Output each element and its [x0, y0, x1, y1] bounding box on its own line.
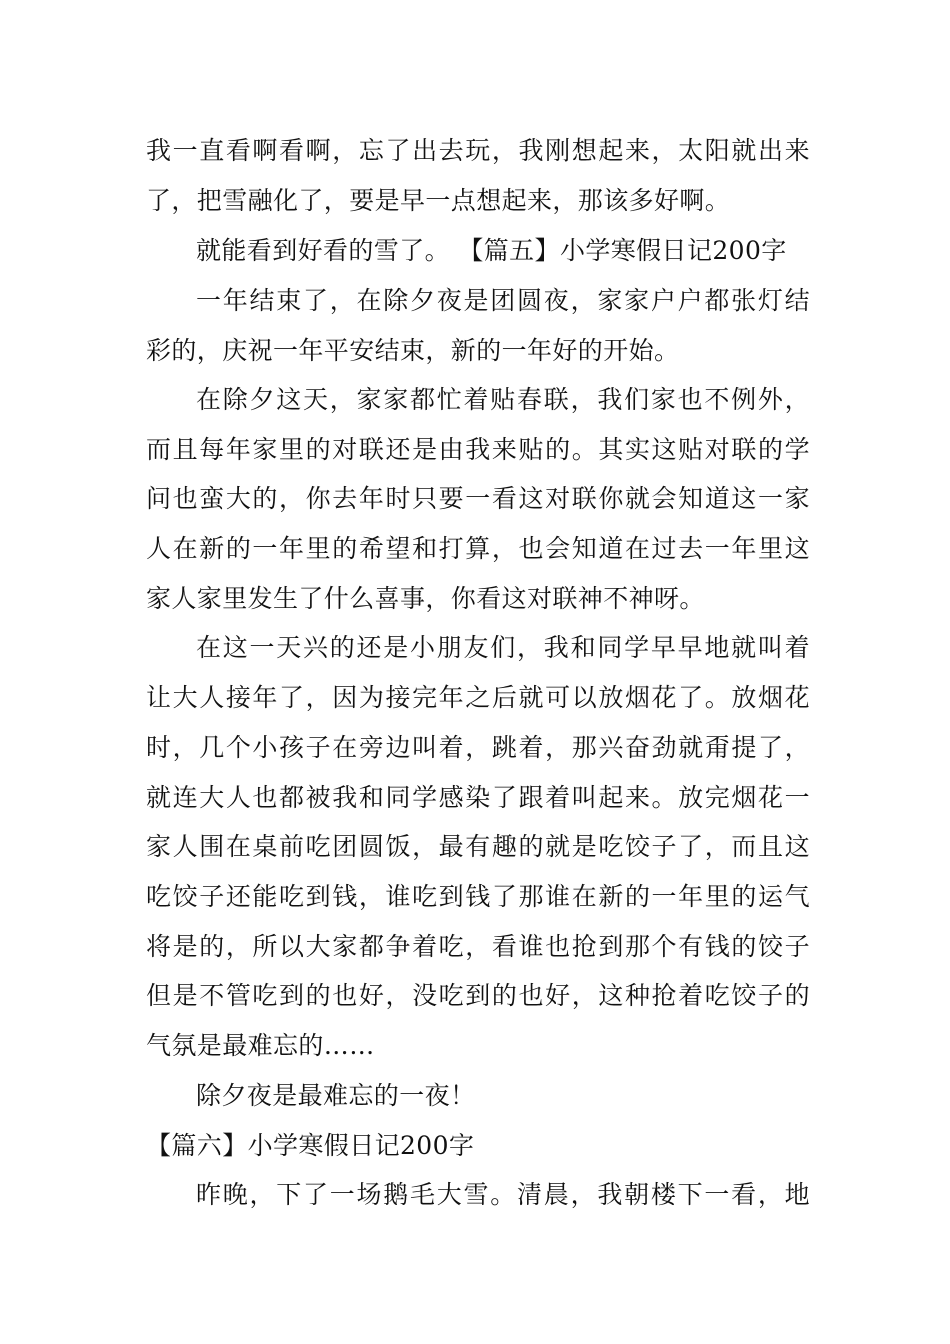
section-heading: 【篇六】小学寒假日记200字	[146, 1131, 475, 1160]
text-line: 吃饺子还能吃到钱，谁吃到钱了那谁在新的一年里的运气	[146, 882, 810, 911]
text-line: 气氛是最难忘的……	[146, 1031, 375, 1060]
text-line: 而且每年家里的对联还是由我来贴的。其实这贴对联的学	[146, 435, 810, 464]
text-line: 家人家里发生了什么喜事，你看这对联神不神呀。	[146, 584, 705, 613]
text-line: 问也蛮大的，你去年时只要一看这对联你就会知道这一家	[146, 484, 810, 513]
text-line: 让大人接年了，因为接完年之后就可以放烟花了。放烟花	[146, 683, 810, 712]
text-line: 一年结束了，在除夕夜是团圆夜，家家户户都张灯结	[196, 286, 810, 315]
text-line: 就能看到好看的雪了。 【篇五】小学寒假日记200字	[196, 236, 787, 265]
text-line: 就连大人也都被我和同学感染了跟着叫起来。放完烟花一	[146, 783, 810, 812]
text-line: 彩的，庆祝一年平安结束，新的一年好的开始。	[146, 336, 680, 365]
text-line: 昨晚，下了一场鹅毛大雪。清晨，我朝楼下一看，地	[196, 1180, 810, 1209]
text-line: 在除夕这天，家家都忙着贴春联，我们家也不例外，	[196, 385, 810, 414]
text-line: 我一直看啊看啊，忘了出去玩，我刚想起来，太阳就出来	[146, 136, 810, 165]
text-line: 除夕夜是最难忘的一夜！	[196, 1081, 476, 1110]
text-line: 但是不管吃到的也好，没吃到的也好，这种抢着吃饺子的	[146, 981, 810, 1010]
text-line: 人在新的一年里的希望和打算，也会知道在过去一年里这	[146, 534, 810, 563]
text-line: 时，几个小孩子在旁边叫着，跳着，那兴奋劲就甭提了，	[146, 733, 810, 762]
text-line: 家人围在桌前吃团圆饭，最有趣的就是吃饺子了，而且这	[146, 832, 810, 861]
text-line: 了，把雪融化了，要是早一点想起来，那该多好啊。	[146, 186, 731, 215]
text-line: 将是的，所以大家都争着吃，看谁也抢到那个有钱的饺子	[146, 932, 810, 961]
text-line: 在这一天兴的还是小朋友们，我和同学早早地就叫着	[196, 633, 810, 662]
